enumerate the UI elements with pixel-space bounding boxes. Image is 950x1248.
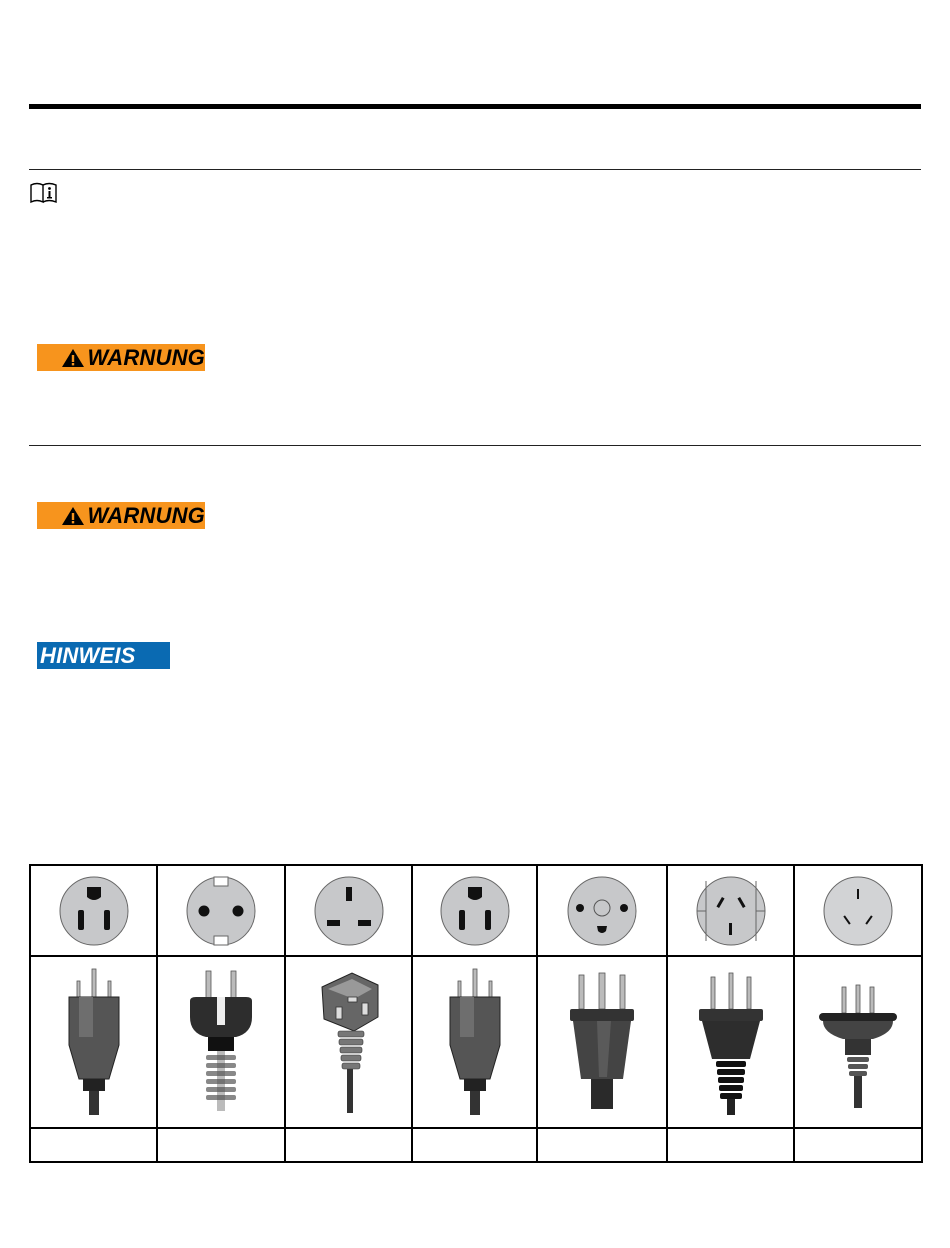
socket-cell: [285, 865, 412, 956]
plug-label-cell: [157, 1128, 285, 1162]
australia-socket-icon: [822, 875, 894, 947]
socket-cell: [667, 865, 794, 956]
schuko-plug-icon: [186, 967, 256, 1117]
plug-cell: [794, 956, 922, 1128]
warning-badge: [37, 502, 205, 529]
warning-badge: [37, 344, 205, 371]
socket-cell: [794, 865, 922, 956]
warning-triangle-icon: [61, 348, 85, 368]
us-socket-icon: [439, 875, 511, 947]
header-rule: [29, 104, 921, 109]
plug-label-cell: [537, 1128, 667, 1162]
plug-cell: [667, 956, 794, 1128]
section-rule: [29, 445, 921, 446]
socket-cell: [537, 865, 667, 956]
plug-cell: [30, 956, 157, 1128]
plug-cell: [412, 956, 537, 1128]
notice-badge: [37, 642, 170, 669]
australia-plug-icon: [813, 967, 903, 1117]
us-socket-icon: [58, 875, 130, 947]
plug-label-cell: [285, 1128, 412, 1162]
plug-label-cell: [412, 1128, 537, 1162]
us-plug-icon: [440, 967, 510, 1117]
uk-socket-icon: [313, 875, 385, 947]
socket-cell: [30, 865, 157, 956]
swiss-plug-icon: [567, 967, 637, 1117]
plug-cell: [157, 956, 285, 1128]
plug-label-cell: [794, 1128, 922, 1162]
notice-label: HINWEIS: [40, 643, 136, 668]
swiss-socket-icon: [566, 875, 638, 947]
warning-triangle-icon: [61, 506, 85, 526]
plug-type-table: [29, 864, 923, 1163]
china-plug-icon: [696, 967, 766, 1117]
schuko-socket-icon: [185, 875, 257, 947]
read-manual-icon: [29, 181, 59, 205]
socket-cell: [157, 865, 285, 956]
plug-cell: [537, 956, 667, 1128]
plug-label-cell: [30, 1128, 157, 1162]
us-plug-icon: [59, 967, 129, 1117]
plug-cell: [285, 956, 412, 1128]
socket-cell: [412, 865, 537, 956]
section-rule: [29, 169, 921, 170]
warning-label: WARNUNG: [87, 503, 205, 528]
china-socket-icon: [695, 875, 767, 947]
uk-plug-icon: [314, 967, 384, 1117]
plug-label-cell: [667, 1128, 794, 1162]
warning-label: WARNUNG: [87, 345, 205, 370]
